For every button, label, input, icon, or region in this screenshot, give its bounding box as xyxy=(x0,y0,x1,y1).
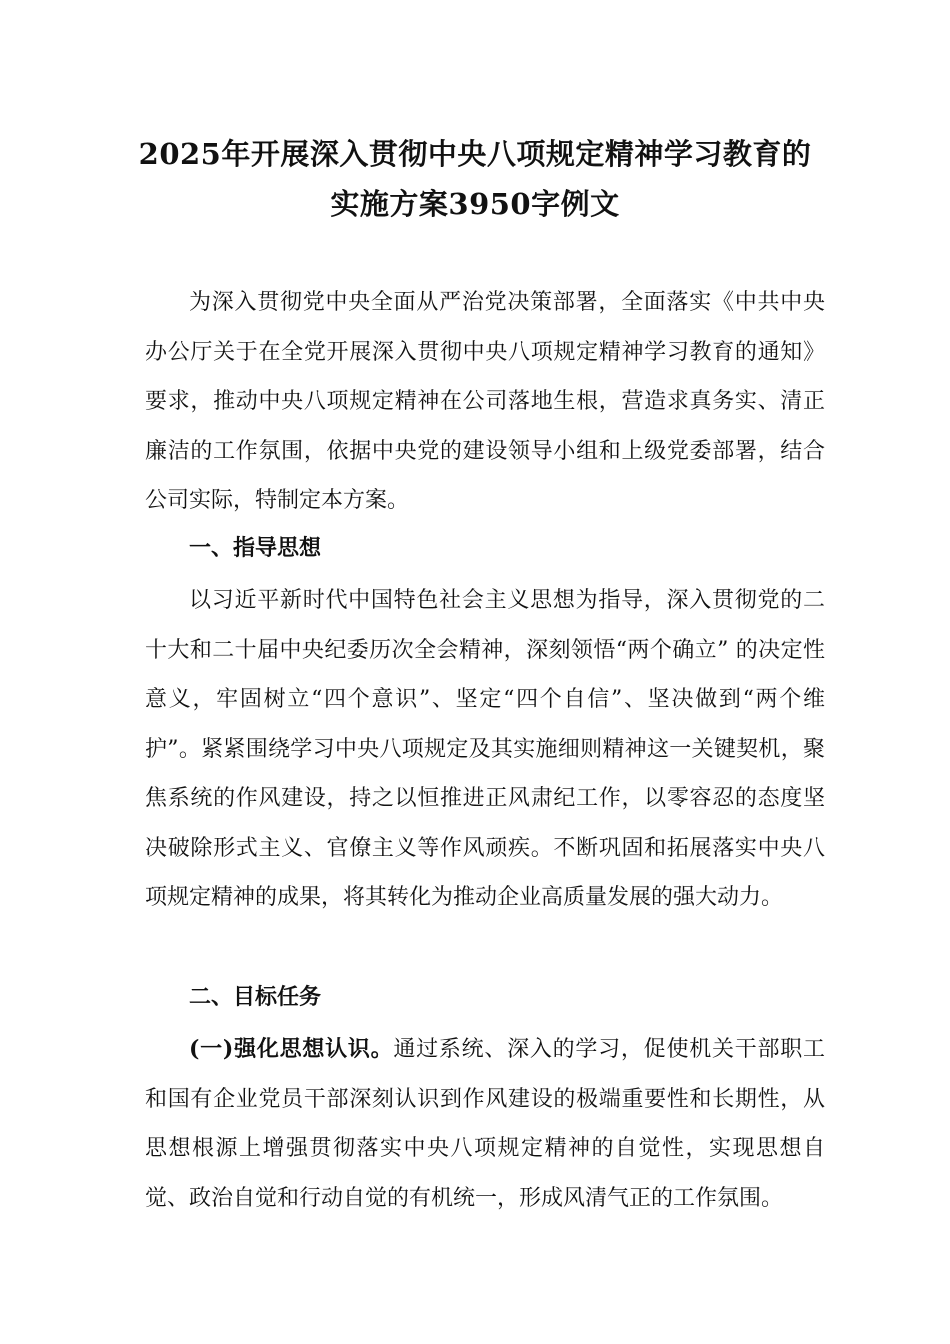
section-heading-guiding-ideology: 一、指导思想 xyxy=(189,535,322,561)
intro-paragraph: 为深入贯彻党中央全面从严治党决策部署，全面落实《中共中央办公厅关于在全党开展深入贯彻中央八项规定精神学习教育的通知》要求，推动中央八项规定精神在公司落地生根，营造求真务实、清正廉洁的工作氛围，依据中央党的建设领导小组和上级党委部署，结合公司实际，特制定本方案。 xyxy=(145,290,825,513)
goal-item-paragraph xyxy=(145,1025,825,1223)
section-heading-goals-tasks: 二、目标任务 xyxy=(189,984,322,1010)
document-title-line-1: 2025年开展深入贯彻中央八项规定精神学习教育的 xyxy=(138,137,812,171)
guiding-ideology-paragraph: 以习近平新时代中国特色社会主义思想为指导，深入贯彻党的二十大和二十届中央纪委历次全会精神，深刻领悟“两个确立” 的决定性意义，牢固树立“四个意识”、坚定“四个自信”、坚决做到“两个维护”。紧紧围绕学习中央八项规定及其实施细则精神这一关键契机，聚焦系统的作风建设，持之以恒推进正风肃纪工作，以零容忍的态度坚决破除形式主义、官僚主义等作风顽疾。不断巩固和拓展落实中央八项规定精神的成果，将其转化为推动企业高质量发展的强大动力。 xyxy=(145,588,825,910)
goal-item-lead: (一)强化思想认识。 xyxy=(189,1036,394,1062)
goal-item-body: 通过系统、深入的学习，促使机关干部职工和国有企业党员干部深刻认识到作风建设的极端重要性和长期性，从思想根源上增强贯彻落实中央八项规定精神的自觉性，实现思想自觉、政治自觉和行动自觉的有机统一，形成风清气正的工作氛围。 xyxy=(145,1037,825,1211)
document-title-line-2: 实施方案3950字例文 xyxy=(330,187,620,221)
